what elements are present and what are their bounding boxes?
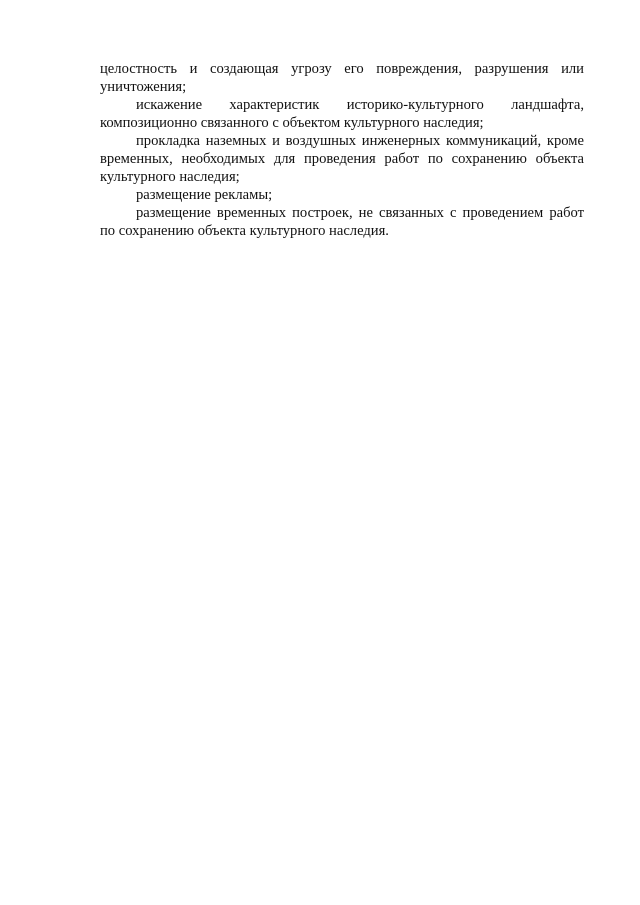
- document-body: [100, 60, 584, 240]
- paragraph-temporary-buildings: размещение временных построек, не связанных с проведением работ по сохранению объекта культурного наследия.: [100, 205, 584, 239]
- paragraph-advertising: размещение рекламы;: [136, 187, 273, 203]
- paragraph-landscape-distortion: искажение характеристик историко-культурного ландшафта, композиционно связанного с объектом культурного наследия;: [100, 97, 584, 131]
- paragraph-continuation: целостность и создающая угрозу его повреждения, разрушения или уничтожения;: [100, 61, 584, 95]
- paragraph-utility-lines: прокладка наземных и воздушных инженерных коммуникаций, кроме временных, необходимых для проведения работ по сохранению объекта культурного наследия;: [100, 133, 584, 185]
